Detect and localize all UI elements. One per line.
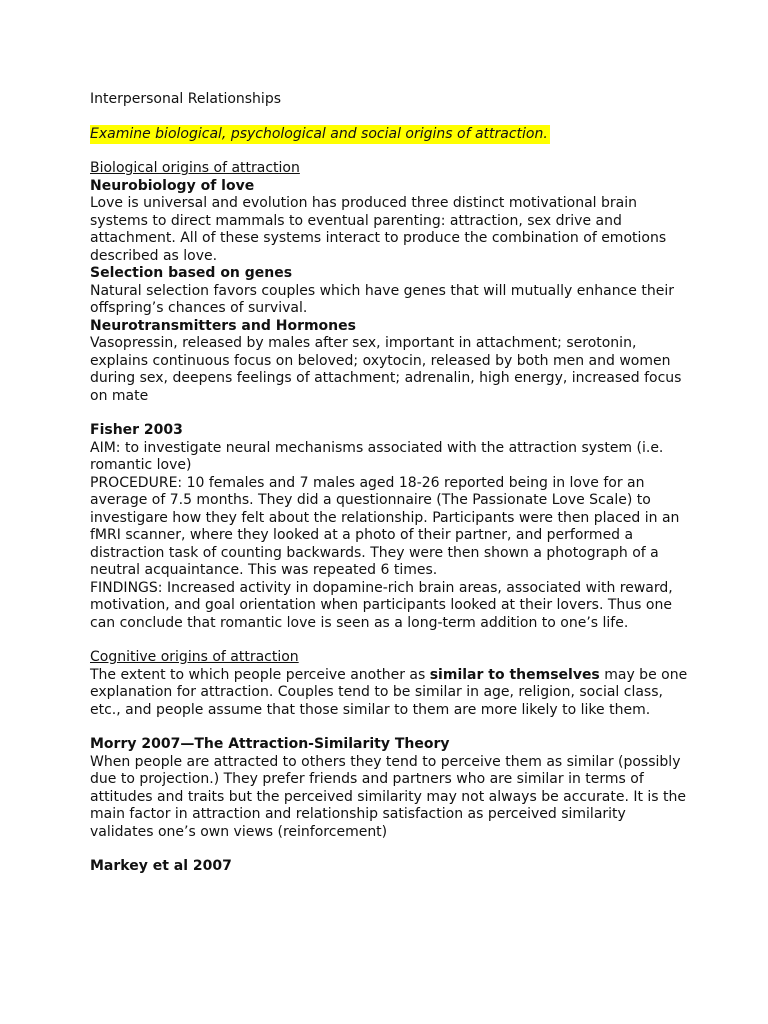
morry-section: [90, 736, 690, 841]
markey-section: [90, 858, 690, 876]
cognitive-text: [90, 667, 690, 720]
cognitive-text-start: The extent to which people perceive another as: [90, 666, 430, 683]
fisher-section: [90, 422, 690, 632]
morry-heading: Morry 2007—The Attraction-Similarity Theory: [90, 736, 450, 752]
fisher-aim: AIM: to investigate neural mechanisms associated with the attraction system (i.e. romantic love): [90, 439, 664, 473]
objective-line: [90, 126, 690, 144]
fisher-procedure: PROCEDURE: 10 females and 7 males aged 18-26 reported being in love for an average of 7.5 months. They did a questionnaire (The Passionate Love Scale) to investigare how they felt about the relationship. Participants were then placed in an fMRI scanner, where they looked at a photo of their partner, and performed a distraction task of counting backwards. They were then shown a photograph of a neutral acquaintance. This was repeated 6 times.: [90, 474, 680, 578]
neurobiology-text: Love is universal and evolution has produced three distinct motivational brain systems to direct mammals to eventual parenting: attraction, sex drive and attachment. All of these systems interact to produce the combination of emotions described as love.: [90, 195, 667, 264]
markey-heading: Markey et al 2007: [90, 858, 232, 874]
fisher-findings: FINDINGS: Increased activity in dopamine-rich brain areas, associated with reward, motivation, and goal orientation when participants looked at their lovers. Thus one can conclude that romantic love is seen as a long-term addition to one’s life.: [90, 579, 673, 631]
biological-heading: Biological origins of attraction: [90, 160, 300, 176]
biological-section: [90, 160, 690, 405]
objective-highlight: Examine biological, psychological and social origins of attraction.: [90, 125, 548, 142]
cognitive-heading: Cognitive origins of attraction: [90, 649, 299, 665]
neurotransmitters-heading: Neurotransmitters and Hormones: [90, 317, 356, 334]
cognitive-text-end: may be one explanation for attraction. Couples tend to be similar in age, religion, social class, etc., and people assume that those similar to them are more likely to like them.: [90, 666, 688, 718]
document-title: Interpersonal Relationships: [90, 91, 282, 107]
neurotransmitters-text: Vasopressin, released by males after sex, important in attachment; serotonin, explains continuous focus on beloved; oxytocin, released by both men and women during sex, deepens feelings of attachment; adrenalin, high energy, increased focus on mate: [90, 335, 682, 404]
genes-text: Natural selection favors couples which have genes that will mutually enhance their offspring’s chances of survival.: [90, 282, 674, 316]
morry-text: When people are attracted to others they tend to perceive them as similar (possibly due to projection.) They prefer friends and partners who are similar in terms of attitudes and traits but the perceived similarity may not always be accurate. It is the main factor in attraction and relationship satisfaction as perceived similarity validates one’s own views (reinforcement): [90, 753, 687, 840]
genes-heading: Selection based on genes: [90, 265, 293, 281]
neurobiology-heading: Neurobiology of love: [90, 177, 255, 194]
cognitive-section: [90, 649, 690, 719]
document-page: [90, 91, 690, 876]
cognitive-text-bold: similar to themselves: [429, 666, 600, 683]
fisher-heading: Fisher 2003: [90, 422, 183, 438]
